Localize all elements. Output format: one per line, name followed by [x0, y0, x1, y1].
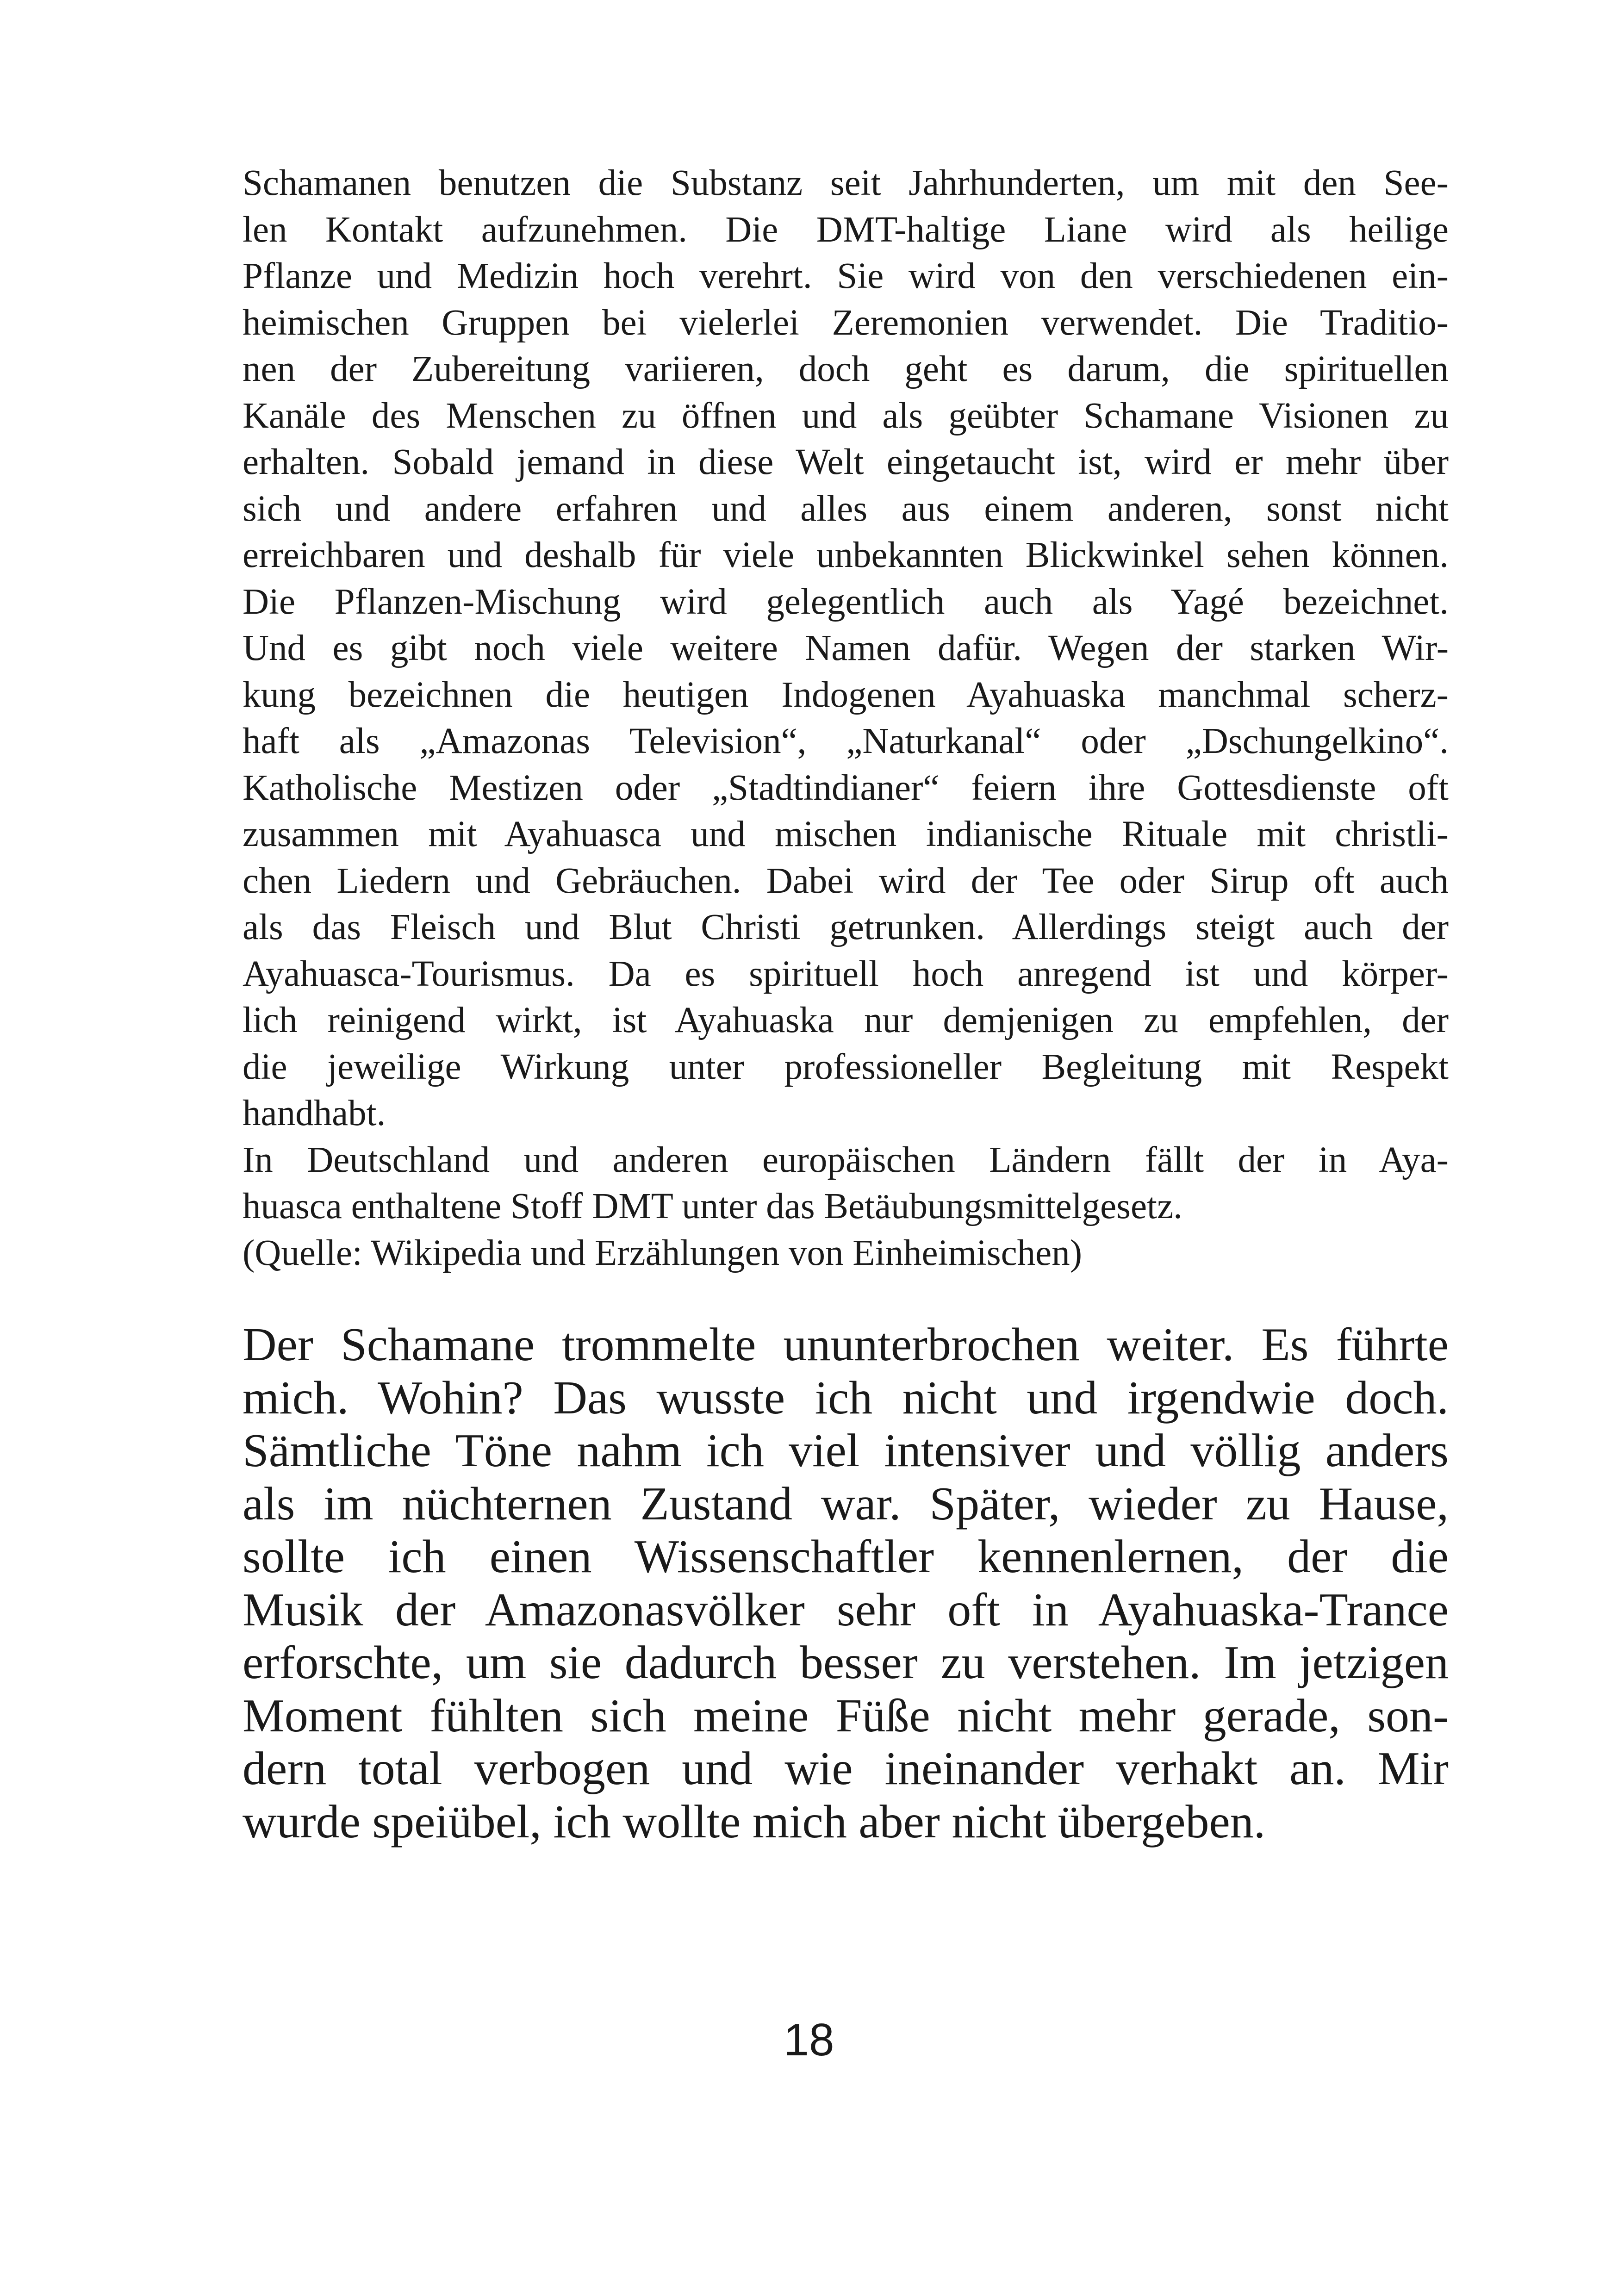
note-line: Kanäle des Menschen zu öffnen und als geübter Schamane Visionen zu — [243, 395, 1449, 436]
note-line: erreichbaren und deshalb für viele unbekannten Blickwinkel sehen können. — [243, 535, 1449, 575]
narrative-paragraph — [243, 1319, 1449, 1848]
note-line: haft als „Amazonas Television“, „Naturkanal“ oder „Dschungelkino“. — [243, 721, 1449, 761]
narrative-line: dern total verbogen und wie ineinander verhakt an. Mir — [243, 1742, 1449, 1795]
narrative-line: Sämtliche Töne nahm ich viel intensiver und völlig anders — [243, 1425, 1449, 1477]
note-line: Und es gibt noch viele weitere Namen dafür. Wegen der starken Wir- — [243, 628, 1449, 668]
note-line: kung bezeichnen die heutigen Indogenen Ayahuaska manchmal scherz- — [243, 674, 1449, 715]
narrative-line: erforschte, um sie dadurch besser zu verstehen. Im jetzigen — [243, 1636, 1449, 1689]
note-line: Katholische Mestizen oder „Stadtindianer“ feiern ihre Gottesdienste oft — [243, 767, 1449, 808]
narrative-line: wurde speiübel, ich wollte mich aber nicht übergeben. — [243, 1795, 1266, 1848]
note-line: erhalten. Sobald jemand in diese Welt eingetaucht ist, wird er mehr über — [243, 442, 1449, 482]
note-line: len Kontakt aufzunehmen. Die DMT-haltige Liane wird als heilige — [243, 209, 1449, 250]
note-line: sich und andere erfahren und alles aus einem anderen, sonst nicht — [243, 488, 1449, 529]
narrative-line: als im nüchternen Zustand war. Später, wieder zu Hause, — [243, 1477, 1449, 1530]
note-line: als das Fleisch und Blut Christi getrunken. Allerdings steigt auch der — [243, 907, 1449, 947]
narrative-line: Der Schamane trommelte ununterbrochen weiter. Es führte — [243, 1319, 1449, 1371]
note-line: heimischen Gruppen bei vielerlei Zeremonien verwendet. Die Traditio- — [243, 302, 1449, 343]
note-line: nen der Zubereitung variieren, doch geht es darum, die spirituellen — [243, 349, 1449, 389]
note-line: die jeweilige Wirkung unter professioneller Begleitung mit Respekt — [243, 1046, 1449, 1087]
note-line: zusammen mit Ayahuasca und mischen indianische Rituale mit christli- — [243, 814, 1449, 854]
note-line: lich reinigend wirkt, ist Ayahuaska nur demjenigen zu empfehlen, der — [243, 1000, 1449, 1040]
note-line: Die Pflanzen-Mischung wird gelegentlich auch als Yagé bezeichnet. — [243, 581, 1449, 622]
note-line: Schamanen benutzen die Substanz seit Jahrhunderten, um mit den See- — [243, 163, 1449, 203]
note-line: Ayahuasca-Tourismus. Da es spirituell hoch anregend ist und körper- — [243, 953, 1449, 994]
note-line: handhabt. — [243, 1093, 386, 1133]
narrative-line: Musik der Amazonasvölker sehr oft in Ayahuaska-Trance — [243, 1583, 1449, 1636]
note-line: In Deutschland und anderen europäischen Ländern fällt der in Aya- — [243, 1139, 1449, 1180]
note-line: chen Liedern und Gebräuchen. Dabei wird der Tee oder Sirup oft auch — [243, 860, 1449, 901]
narrative-line: mich. Wohin? Das wusste ich nicht und irgendwie doch. — [243, 1371, 1449, 1424]
note-source-citation: (Quelle: Wikipedia und Erzählungen von Einheimischen) — [243, 1232, 1083, 1273]
page-number: 18 — [784, 2014, 834, 2065]
source-note-paragraph — [243, 160, 1449, 1276]
narrative-line: sollte ich einen Wissenschaftler kennenlernen, der die — [243, 1531, 1449, 1583]
narrative-line: Moment fühlten sich meine Füße nicht mehr gerade, son- — [243, 1689, 1449, 1742]
note-line: Pflanze und Medizin hoch verehrt. Sie wird von den verschiedenen ein- — [243, 256, 1449, 296]
note-line: huasca enthaltene Stoff DMT unter das Betäubungsmittelgesetz. — [243, 1186, 1182, 1226]
